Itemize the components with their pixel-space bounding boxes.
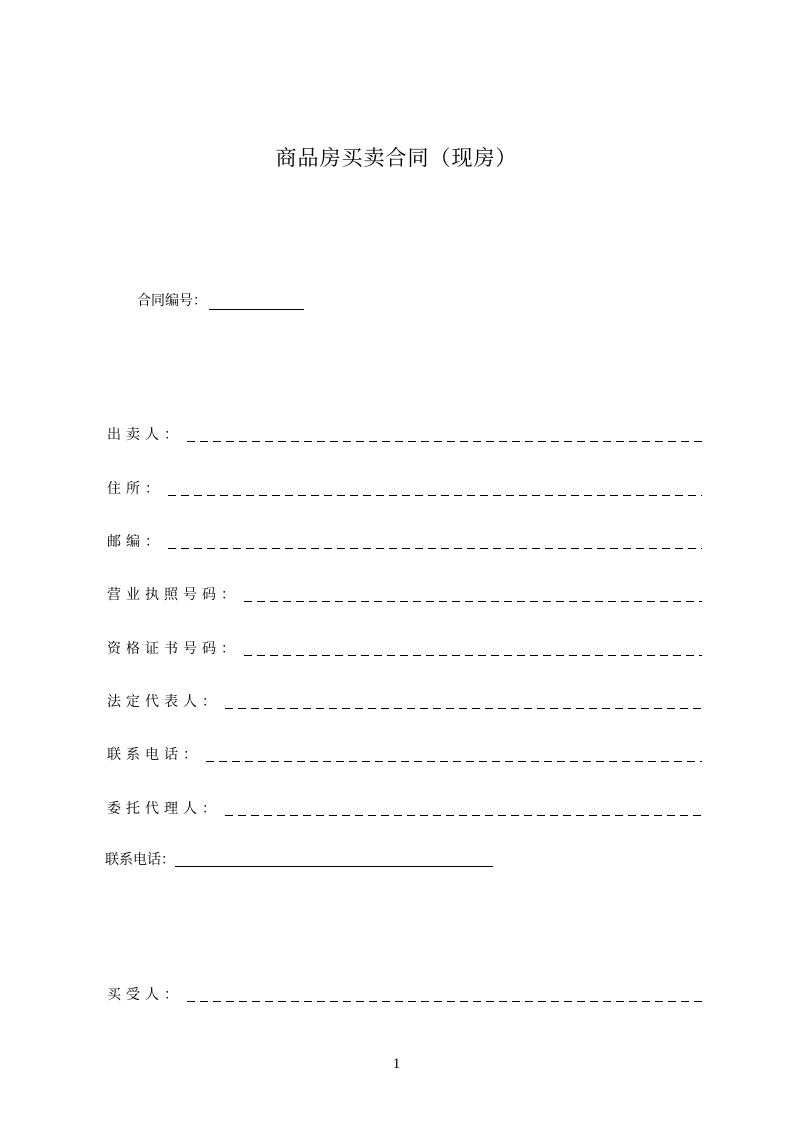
legal-rep-field xyxy=(107,691,702,711)
qualification-label: 资格证书号码： xyxy=(107,641,240,657)
buyer-label: 买受人： xyxy=(107,987,183,1003)
buyer-field xyxy=(107,984,702,1004)
seller-phone-blank[interactable] xyxy=(206,761,702,762)
contract-number-label: 合同编号： xyxy=(137,293,207,309)
address-label: 住所： xyxy=(107,481,164,497)
seller-field xyxy=(107,424,702,444)
contract-number-blank[interactable] xyxy=(209,294,304,310)
page-title: 商品房买卖合同（现房） xyxy=(275,146,518,170)
page-number: 1 xyxy=(392,1056,401,1072)
qualification-field xyxy=(107,638,702,658)
business-license-label: 营业执照号码： xyxy=(107,587,240,603)
seller-label: 出卖人： xyxy=(107,427,183,443)
agent-phone-label: 联系电话： xyxy=(105,852,175,868)
contract-number-field xyxy=(137,290,304,310)
agent-phone-field xyxy=(105,849,493,869)
qualification-blank[interactable] xyxy=(244,655,702,656)
seller-phone-label: 联系电话： xyxy=(107,747,202,763)
agent-blank[interactable] xyxy=(225,815,702,816)
legal-rep-label: 法定代表人： xyxy=(107,694,221,710)
postcode-label: 邮编： xyxy=(107,534,164,550)
postcode-blank[interactable] xyxy=(168,548,702,549)
address-field xyxy=(107,478,702,498)
agent-field xyxy=(107,798,702,818)
agent-label: 委托代理人： xyxy=(107,801,221,817)
seller-phone-field xyxy=(107,744,702,764)
business-license-field xyxy=(107,584,702,604)
business-license-blank[interactable] xyxy=(244,601,702,602)
legal-rep-blank[interactable] xyxy=(225,708,702,709)
agent-phone-blank[interactable] xyxy=(175,866,493,867)
seller-blank[interactable] xyxy=(187,441,702,442)
buyer-blank[interactable] xyxy=(187,1001,702,1002)
address-blank[interactable] xyxy=(168,495,702,496)
postcode-field xyxy=(107,531,702,551)
